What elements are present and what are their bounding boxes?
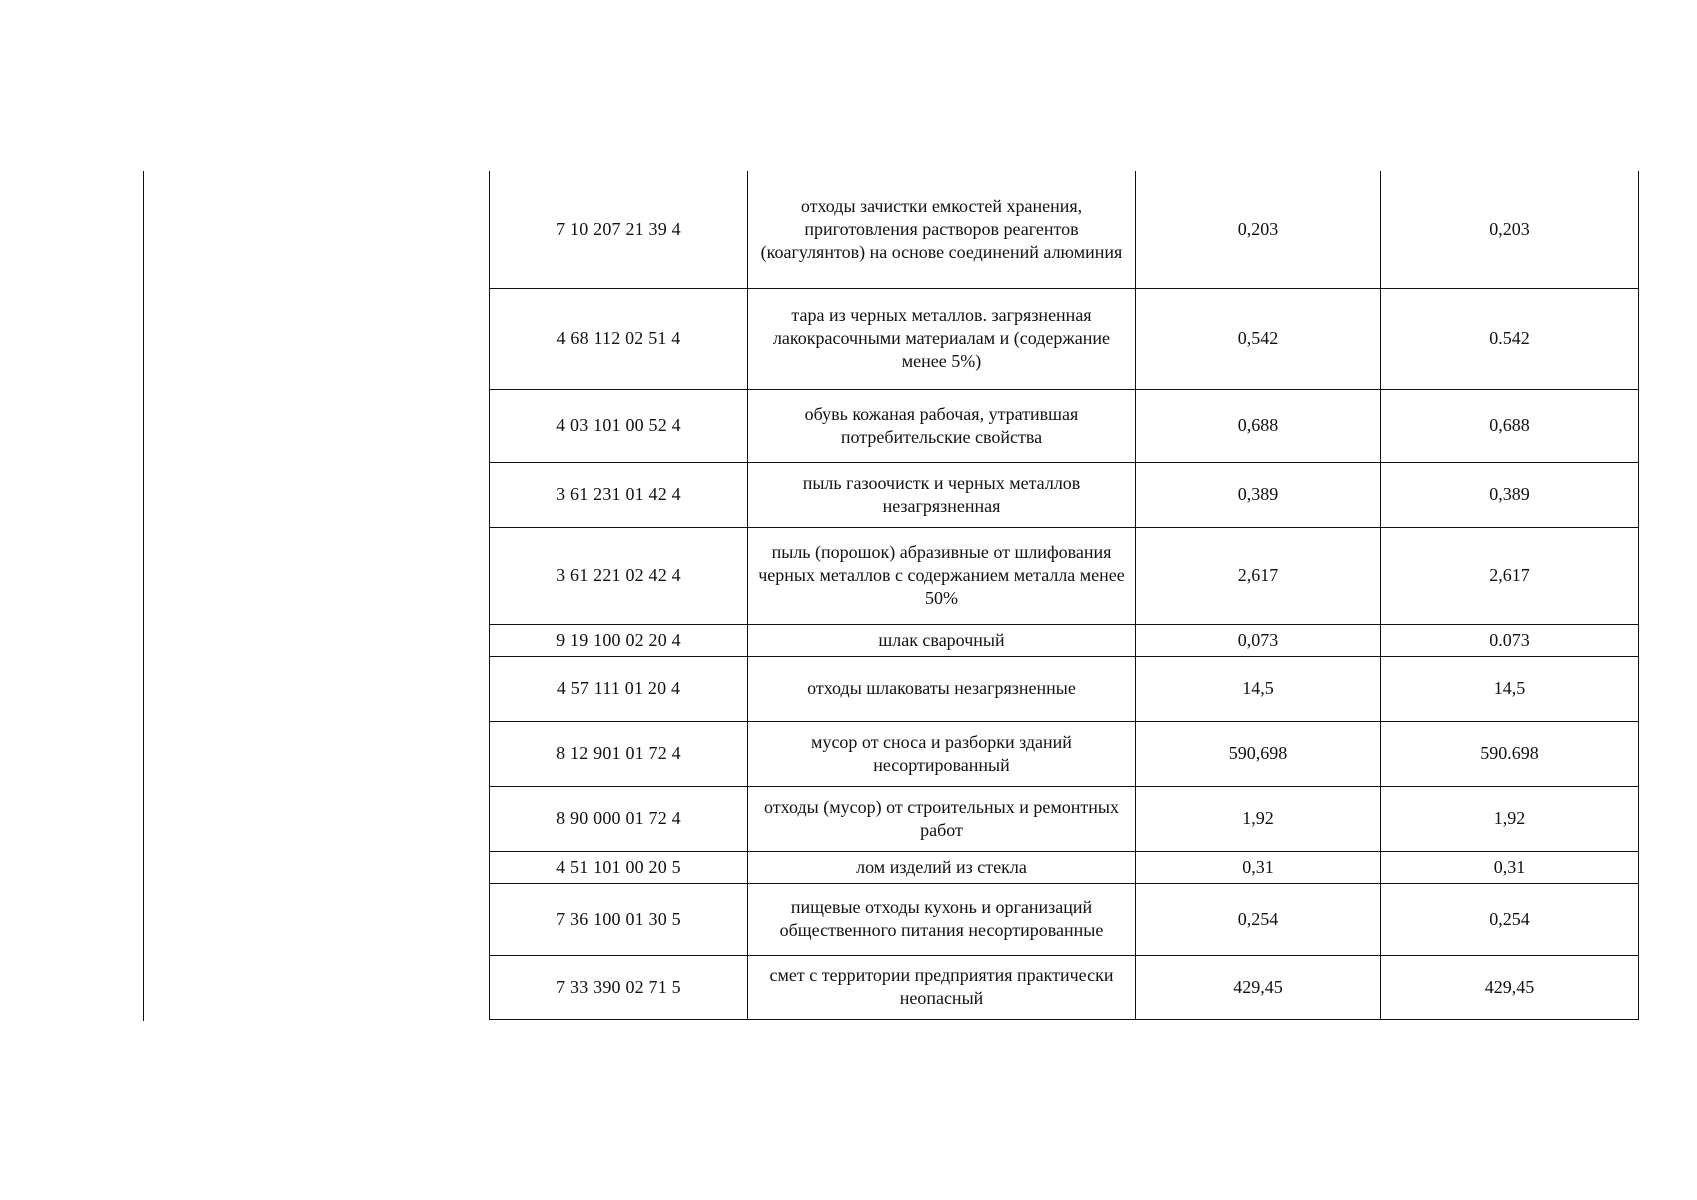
waste-name-cell: обувь кожаная рабочая, утратившая потребительские свойства xyxy=(748,389,1136,462)
left-column-border xyxy=(143,171,144,1021)
waste-name-cell: лом изделий из стекла xyxy=(748,851,1136,883)
quantity-cell: 0,073 xyxy=(1136,624,1381,656)
waste-code-cell: 4 51 101 00 20 5 xyxy=(490,851,748,883)
waste-table xyxy=(489,171,1639,1020)
table-row xyxy=(490,527,1639,624)
quantity-cell: 590,698 xyxy=(1136,721,1381,786)
waste-name-cell: шлак сварочный xyxy=(748,624,1136,656)
waste-name-cell: пыль (порошок) абразивные от шлифования черных металлов с содержанием металла менее 50% xyxy=(748,527,1136,624)
quantity-cell: 14,5 xyxy=(1136,656,1381,721)
quantity-cell: 2,617 xyxy=(1381,527,1639,624)
waste-name-cell: смет с территории предприятия практически неопасный xyxy=(748,955,1136,1019)
table-row xyxy=(490,851,1639,883)
waste-name-cell: отходы (мусор) от строительных и ремонтных работ xyxy=(748,786,1136,851)
quantity-cell: 0,31 xyxy=(1381,851,1639,883)
waste-name-cell: пищевые отходы кухонь и организаций общественного питания несортированные xyxy=(748,883,1136,955)
waste-name-cell: отходы зачистки емкостей хранения, приготовления растворов реагентов (коагулянтов) на основе соединений алюминия xyxy=(748,171,1136,288)
quantity-cell: 0.542 xyxy=(1381,288,1639,389)
quantity-cell: 0,254 xyxy=(1381,883,1639,955)
quantity-cell: 0,389 xyxy=(1381,462,1639,527)
table-row xyxy=(490,624,1639,656)
quantity-cell: 1,92 xyxy=(1381,786,1639,851)
table-row xyxy=(490,389,1639,462)
quantity-cell: 0.073 xyxy=(1381,624,1639,656)
quantity-cell: 0,203 xyxy=(1136,171,1381,288)
waste-code-cell: 8 90 000 01 72 4 xyxy=(490,786,748,851)
quantity-cell: 0,389 xyxy=(1136,462,1381,527)
waste-code-cell: 7 33 390 02 71 5 xyxy=(490,955,748,1019)
waste-code-cell: 7 36 100 01 30 5 xyxy=(490,883,748,955)
quantity-cell: 0,542 xyxy=(1136,288,1381,389)
table-row xyxy=(490,288,1639,389)
waste-code-cell: 3 61 221 02 42 4 xyxy=(490,527,748,624)
quantity-cell: 0,254 xyxy=(1136,883,1381,955)
quantity-cell: 590.698 xyxy=(1381,721,1639,786)
table-row xyxy=(490,721,1639,786)
quantity-cell: 0,688 xyxy=(1381,389,1639,462)
waste-code-cell: 4 03 101 00 52 4 xyxy=(490,389,748,462)
waste-code-cell: 4 57 111 01 20 4 xyxy=(490,656,748,721)
quantity-cell: 0,688 xyxy=(1136,389,1381,462)
quantity-cell: 1,92 xyxy=(1136,786,1381,851)
waste-name-cell: пыль газоочистк и черных металлов незагрязненная xyxy=(748,462,1136,527)
quantity-cell: 2,617 xyxy=(1136,527,1381,624)
waste-name-cell: отходы шлаковаты незагрязненные xyxy=(748,656,1136,721)
waste-code-cell: 3 61 231 01 42 4 xyxy=(490,462,748,527)
table-row xyxy=(490,955,1639,1019)
waste-code-cell: 8 12 901 01 72 4 xyxy=(490,721,748,786)
quantity-cell: 429,45 xyxy=(1381,955,1639,1019)
quantity-cell: 0,31 xyxy=(1136,851,1381,883)
table-row xyxy=(490,883,1639,955)
waste-code-cell: 7 10 207 21 39 4 xyxy=(490,171,748,288)
quantity-cell: 429,45 xyxy=(1136,955,1381,1019)
waste-code-cell: 4 68 112 02 51 4 xyxy=(490,288,748,389)
waste-name-cell: тара из черных металлов. загрязненная лакокрасочными материалам и (содержание менее 5%) xyxy=(748,288,1136,389)
table-row xyxy=(490,462,1639,527)
quantity-cell: 14,5 xyxy=(1381,656,1639,721)
table-row xyxy=(490,171,1639,288)
table-row xyxy=(490,656,1639,721)
waste-code-cell: 9 19 100 02 20 4 xyxy=(490,624,748,656)
table-row xyxy=(490,786,1639,851)
waste-name-cell: мусор от сноса и разборки зданий несортированный xyxy=(748,721,1136,786)
quantity-cell: 0,203 xyxy=(1381,171,1639,288)
